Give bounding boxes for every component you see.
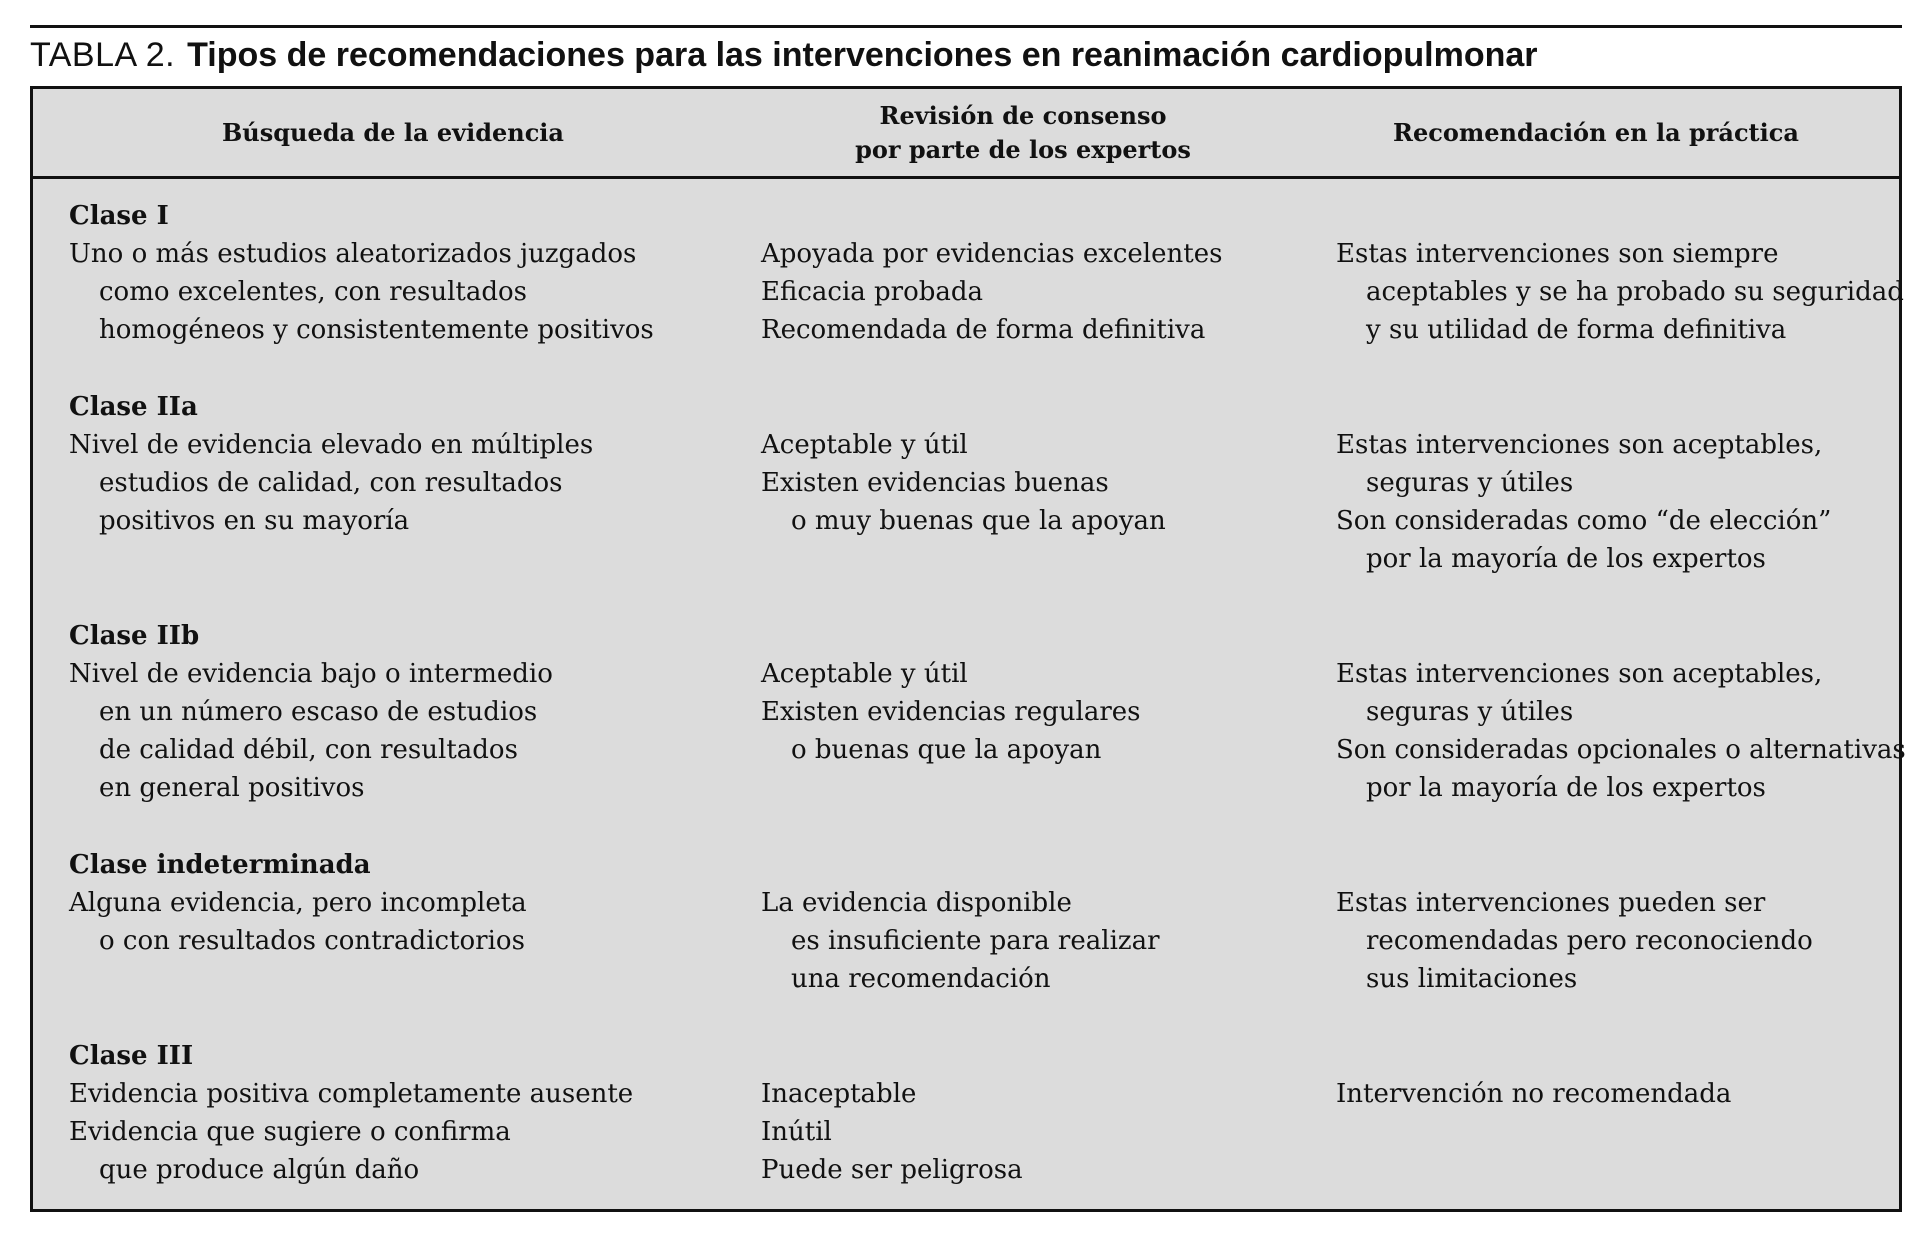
consensus-line: Existen evidencias buenas [761, 468, 1109, 498]
evidence-line: Nivel de evidencia elevado en múltiples [69, 430, 594, 460]
practice-cell [1336, 884, 1901, 998]
consensus-line: Apoyada por evidencias excelentes [761, 239, 1223, 269]
evidence-cell [69, 884, 749, 960]
top-rule [30, 25, 1902, 28]
practice-line: sus limitaciones [1366, 964, 1578, 994]
practice-line: Estas intervenciones son aceptables, [1336, 430, 1823, 460]
consensus-cell [761, 426, 1321, 540]
evidence-line: homogéneos y consistentemente positivos [99, 315, 654, 345]
evidence-cell [69, 655, 749, 807]
practice-line: recomendadas pero reconociendo [1366, 926, 1813, 956]
consensus-line: Eficacia probada [761, 277, 984, 307]
consensus-line: Inaceptable [761, 1079, 917, 1109]
header-consensus-line1: Revisión de consenso [879, 100, 1167, 130]
class-title: Clase IIb [69, 621, 200, 651]
practice-cell [1336, 235, 1904, 349]
evidence-line: Alguna evidencia, pero incompleta [69, 888, 527, 918]
evidence-line: o con resultados contradictorios [99, 926, 525, 956]
class-title: Clase indeterminada [69, 850, 371, 880]
evidence-cell [69, 235, 749, 349]
class-title: Clase I [69, 201, 169, 231]
evidence-line: positivos en su mayoría [99, 506, 410, 536]
evidence-line: en general positivos [99, 773, 365, 803]
recommendations-table [30, 86, 1906, 1212]
table-title: Tipos de recomendaciones para las intervenciones en reanimación cardiopulmonar [187, 36, 1538, 74]
consensus-cell [761, 235, 1321, 349]
class-title: Clase III [69, 1041, 194, 1071]
consensus-cell [761, 884, 1321, 998]
consensus-line: La evidencia disponible [761, 888, 1072, 918]
header-evidence [33, 89, 753, 176]
header-consensus-line2: por parte de los expertos [855, 134, 1191, 164]
practice-line: Son consideradas opcionales o alternativas [1336, 735, 1906, 765]
consensus-line: Existen evidencias regulares [761, 697, 1141, 727]
consensus-line: Puede ser peligrosa [761, 1155, 1023, 1185]
header-consensus [753, 89, 1293, 176]
consensus-line: Aceptable y útil [761, 659, 968, 689]
header-evidence-label: Búsqueda de la evidencia [222, 117, 564, 147]
evidence-line: Evidencia positiva completamente ausente [69, 1079, 634, 1109]
consensus-line: una recomendación [791, 964, 1051, 994]
table-label: TABLA 2. [30, 36, 176, 74]
evidence-line: en un número escaso de estudios [99, 697, 538, 727]
consensus-line: o muy buenas que la apoyan [791, 506, 1166, 536]
evidence-line: como excelentes, con resultados [99, 277, 527, 307]
evidence-line: Evidencia que sugiere o confirma [69, 1117, 511, 1147]
header-practice [1293, 89, 1899, 176]
practice-line: seguras y útiles [1366, 468, 1574, 498]
practice-line: aceptables y se ha probado su seguridad [1366, 277, 1904, 307]
class-title: Clase IIa [69, 392, 198, 422]
evidence-line: de calidad débil, con resultados [99, 735, 518, 765]
practice-line: y su utilidad de forma definitiva [1366, 315, 1787, 345]
evidence-line: Nivel de evidencia bajo o intermedio [69, 659, 553, 689]
consensus-line: Recomendada de forma definitiva [761, 315, 1206, 345]
practice-line: Son consideradas como “de elección” [1336, 506, 1832, 536]
practice-cell [1336, 426, 1901, 578]
evidence-cell [69, 1075, 749, 1189]
consensus-line: es insuficiente para realizar [791, 926, 1160, 956]
consensus-line: o buenas que la apoyan [791, 735, 1102, 765]
consensus-line: Inútil [761, 1117, 832, 1147]
evidence-line: que produce algún daño [99, 1155, 420, 1185]
consensus-line: Aceptable y útil [761, 430, 968, 460]
practice-line: Estas intervenciones son aceptables, [1336, 659, 1823, 689]
practice-line: Estas intervenciones son siempre [1336, 239, 1779, 269]
practice-cell [1336, 655, 1906, 807]
evidence-cell [69, 426, 749, 540]
practice-line: Estas intervenciones pueden ser [1336, 888, 1766, 918]
practice-line: seguras y útiles [1366, 697, 1574, 727]
consensus-cell [761, 1075, 1321, 1189]
practice-line: por la mayoría de los expertos [1366, 544, 1766, 574]
header-practice-label: Recomendación en la práctica [1393, 117, 1799, 147]
practice-line: Intervención no recomendada [1336, 1079, 1732, 1109]
evidence-line: estudios de calidad, con resultados [99, 468, 563, 498]
practice-line: por la mayoría de los expertos [1366, 773, 1766, 803]
practice-cell [1336, 1075, 1901, 1113]
table-header [33, 89, 1899, 179]
evidence-line: Uno o más estudios aleatorizados juzgados [69, 239, 637, 269]
consensus-cell [761, 655, 1321, 769]
table-caption [30, 30, 1538, 80]
